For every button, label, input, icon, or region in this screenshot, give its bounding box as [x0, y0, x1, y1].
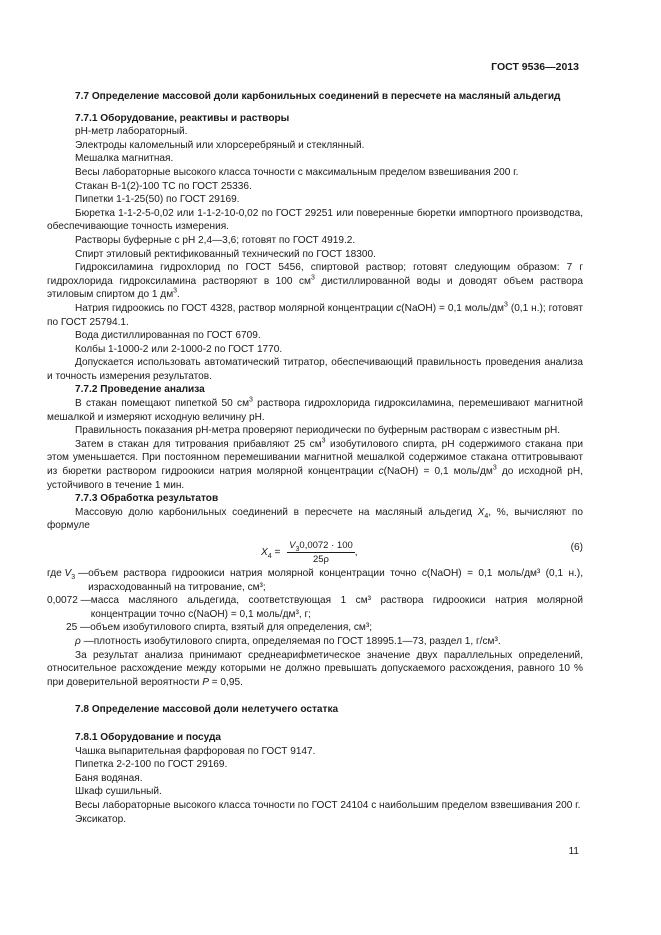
section-7-7-1-title: 7.7.1 Оборудование, реактивы и растворы [75, 112, 290, 124]
list-item: Колбы 1-1000-2 или 2-1000-2 по ГОСТ 1770. [75, 343, 283, 355]
legend-item-volume: 25 — объем изобутилового спирта, взятый для определения, см³; [66, 622, 373, 634]
list-item: Мешалка магнитная. [75, 153, 174, 165]
results-paragraph: Массовую долю карбонильных соединений в пересчете на масляный альдегид $X_4$, %, вычисляют по формуле [47, 506, 583, 532]
formula-6 [47, 534, 583, 564]
section-7-8-1-title: 7.8.1 Оборудование и посуда [75, 731, 222, 743]
section-7-7-2-title: 7.7.2 Проведение анализа [75, 384, 205, 396]
list-item: Пипетка 2-2-100 по ГОСТ 29169. [75, 759, 228, 771]
page-number: 11 [568, 846, 579, 857]
list-item: Стакан В-1(2)-100 ТС по ГОСТ 25336. [75, 180, 252, 192]
section-7-8-title: 7.8 Определение массовой доли нелетучего остатка [75, 704, 339, 716]
result-paragraph: За результат анализа принимают среднеарифметическое значение двух параллельных определений, относительное расхождение между которыми не должно превышать допускаемого расхождения, равного 10 % при доверительной вероятности P = 0,95. [47, 649, 583, 688]
page-content [47, 90, 583, 826]
legend-item-density: ρ — плотность изобутилового спирта, определяемая по ГОСТ 18995.1—73, раздел 1, г/см³. [75, 635, 501, 647]
naoh-paragraph: Натрия гидроокись по ГОСТ 4328, раствор молярной концентрации c(NaOH) = 0,1 моль/$дм^3$ (0,1 н.); готовят по ГОСТ 25794.1. [47, 301, 583, 328]
list-item: Баня водяная. [75, 772, 143, 784]
list-item: Весы лабораторные высокого класса точности с максимальным пределом взвешивания 200 г. [75, 166, 519, 178]
legend-item-mass: 0,0072 — масса масляного альдегида, соответствующая 1 см³ раствора гидроокиси натрия молярной концентрации точно c(NaOH) = 0,1 моль/дм³, г; [47, 595, 583, 620]
document-code: ГОСТ 9536—2013 [491, 61, 579, 73]
formula-expression: $X_4$ = $\frac{V_30,0072 \cdot 100}{25\rho}$ , [261, 540, 358, 565]
list-item: Эксикатор. [75, 813, 127, 825]
hydroxylamine-paragraph: Гидроксиламина гидрохлорид по ГОСТ 5456, спиртовой раствор; готовят следующим образом: 7 г гидрохлорида гидроксиламина растворяют в 100 $см^3$ дистиллированной воды и доводят объем раствора этиловым спиртом до 1 $дм^3$. [47, 262, 583, 301]
list-item: Спирт этиловый ректификованный технический по ГОСТ 18300. [75, 248, 376, 260]
list-item: Пипетки 1-1-25(50) по ГОСТ 29169. [75, 194, 240, 206]
formula-legend [47, 567, 583, 649]
section-7-7-3-title: 7.7.3 Обработка результатов [75, 493, 219, 505]
list-item: Растворы буферные с pH 2,4—3,6; готовят по ГОСТ 4919.2. [75, 234, 356, 246]
list-item: Вода дистиллированная по ГОСТ 6709. [75, 330, 261, 342]
formula-number: (6) [570, 542, 583, 553]
formula-fraction: $\frac{V_30,0072 \cdot 100}{25\rho}$ [289, 540, 353, 565]
legend-item-v3: где $V_3$ — объем раствора гидроокиси натрия молярной концентрации точно c(NaOH) = 0,1 моль/дм³ (0,1 н.), израсходованный на титрование, см³; [47, 568, 583, 593]
list-item: pH-метр лабораторный. [75, 126, 188, 138]
analysis-paragraph-2: Правильность показания pH-метра проверяют периодически по буферным растворам с известным pH. [75, 425, 561, 437]
list-item: Допускается использовать автоматический титратор, обеспечивающий правильность проведения анализа и точность измерения результатов. [47, 357, 583, 382]
section-7-7-title: 7.7 Определение массовой доли карбонильных соединений в пересчете на масляный альдегид [75, 91, 561, 102]
list-item: Чашка выпарительная фарфоровая по ГОСТ 9147. [75, 745, 316, 757]
list-item: Весы лабораторные высокого класса точности по ГОСТ 24104 с наибольшим пределом взвешивания 200 г. [75, 799, 581, 811]
list-item: Электроды каломельный или хлорсеребряный и стеклянный. [75, 139, 365, 151]
analysis-paragraph-3: Затем в стакан для титрования прибавляют 25 $см^3$ изобутилового спирта, pH содержимого стакана при этом уменьшается. При постоянном перемешивании магнитной мешалкой содержимое стакана оттитровывают из бюретки раствором гидроокиси натрия молярной концентрации c(NaOH) = 0,1 моль/$дм^3$ до исходной pH, устойчивого в течение 1 мин. [47, 437, 583, 491]
analysis-paragraph-1: В стакан помещают пипеткой 50 $см^3$ раствора гидрохлорида гидроксиламина, перемешивают магнитной мешалкой и измеряют исходную величину pH. [47, 396, 583, 423]
list-item: Бюретка 1-1-2-5-0,02 или 1-1-2-10-0,02 по ГОСТ 29251 или поверенные бюретки импортного производства, обеспечивающие точность измерения. [47, 207, 583, 233]
list-item: Шкаф сушильный. [75, 786, 162, 798]
